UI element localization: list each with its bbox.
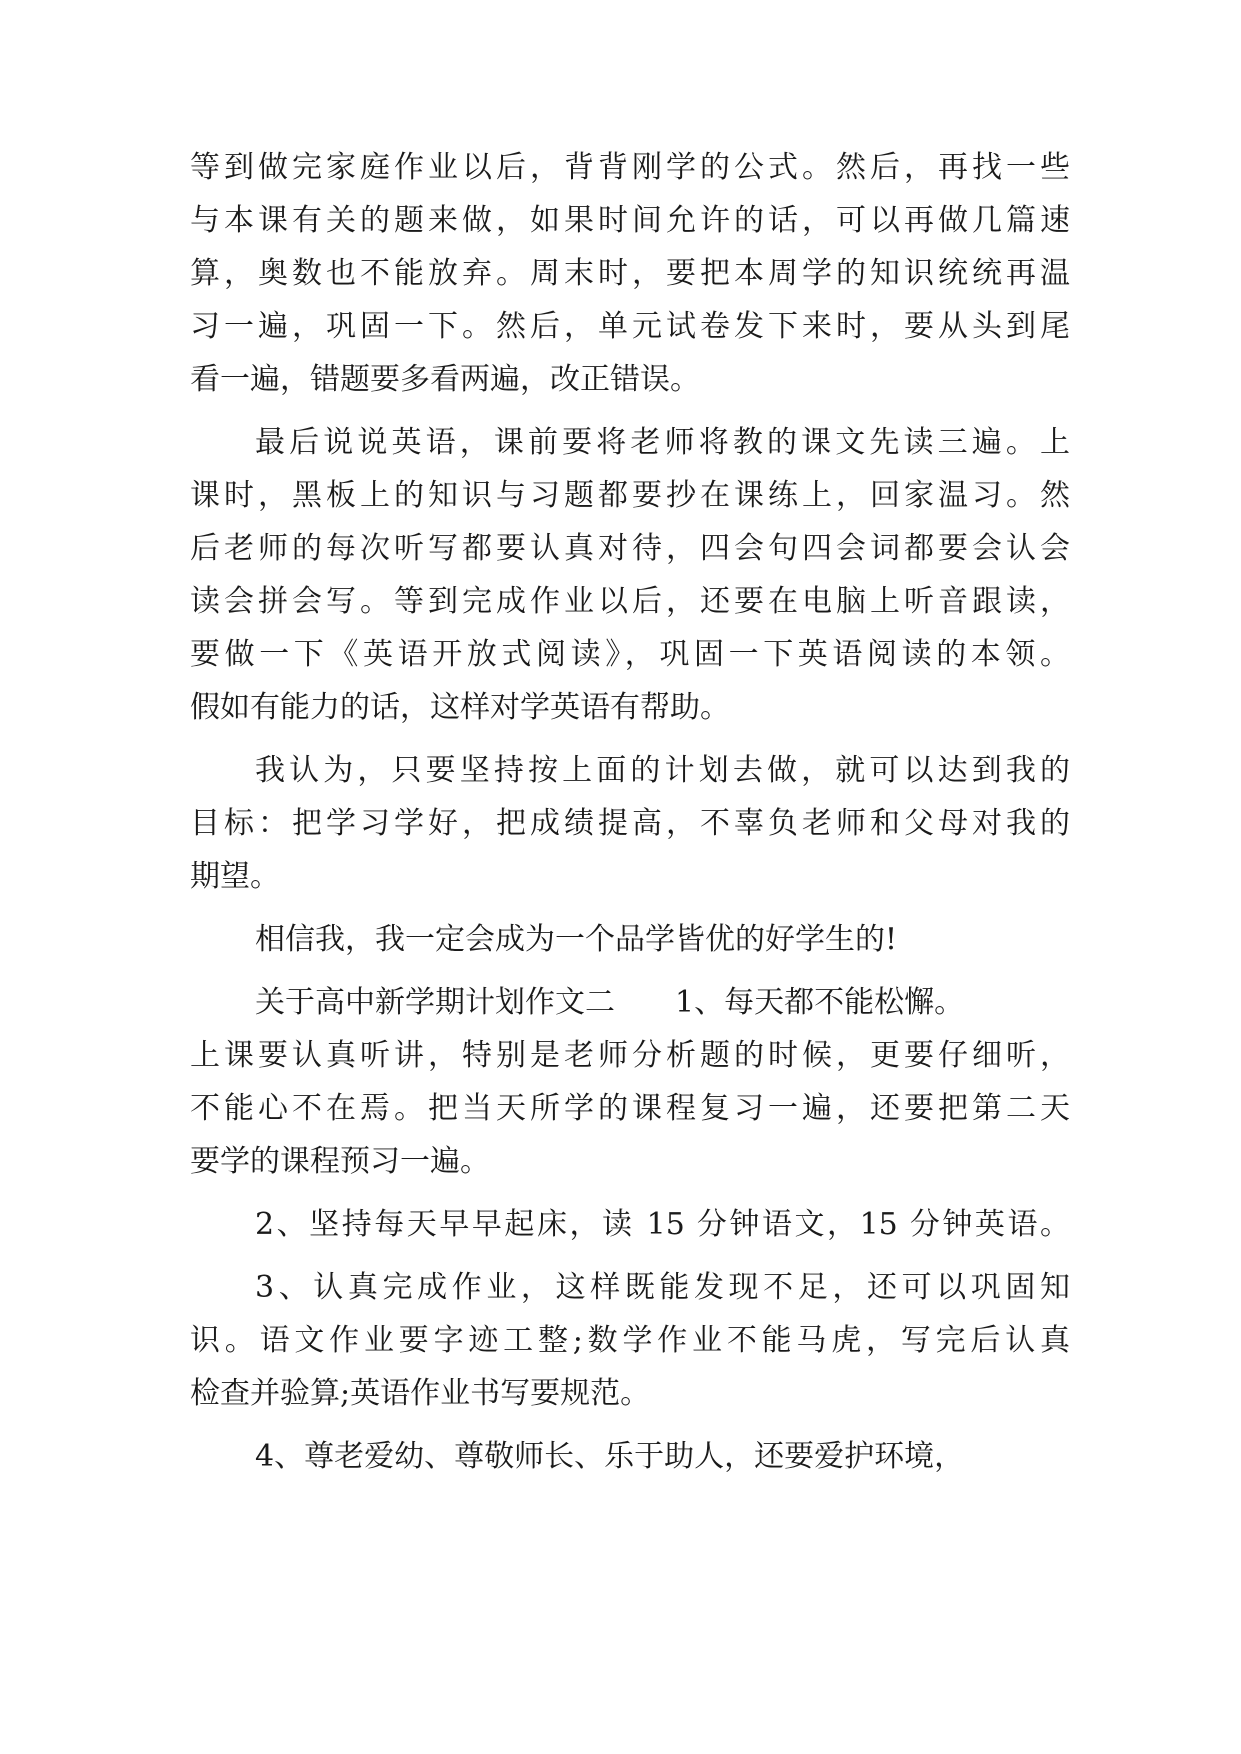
text-line-16: 关于高中新学期计划作文二 1、每天都不能松懈。: [255, 985, 965, 1020]
text-line-1: 等到做完家庭作业以后，背背刚学的公式。然后，再找一些: [190, 150, 1070, 185]
text-line-6: 最后说说英语，课前要将老师将教的课文先读三遍。上: [255, 425, 1070, 460]
text-line-7: 课时，黑板上的知识与习题都要抄在课练上，回家温习。然: [190, 478, 1070, 513]
text-line-19: 要学的课程预习一遍。: [190, 1144, 490, 1179]
text-line-23: 检查并验算;英语作业书写要规范。: [190, 1376, 651, 1411]
text-line-18: 不能心不在焉。把当天所学的课程复习一遍，还要把第二天: [190, 1091, 1070, 1126]
text-line-13: 目标：把学习学好，把成绩提高，不辜负老师和父母对我的: [190, 806, 1070, 841]
text-line-9: 读会拼会写。等到完成作业以后，还要在电脑上听音跟读，: [190, 584, 1070, 619]
text-line-2: 与本课有关的题来做，如果时间允许的话，可以再做几篇速: [190, 203, 1070, 238]
text-line-17: 上课要认真听讲，特别是老师分析题的时候，更要仔细听，: [190, 1038, 1070, 1073]
text-line-8: 后老师的每次听写都要认真对待，四会句四会词都要会认会: [190, 531, 1070, 566]
text-line-10: 要做一下《英语开放式阅读》，巩固一下英语阅读的本领。: [190, 637, 1070, 672]
text-line-3: 算，奥数也不能放弃。周末时，要把本周学的知识统统再温: [190, 256, 1070, 291]
text-line-4: 习一遍，巩固一下。然后，单元试卷发下来时，要从头到尾: [190, 309, 1070, 344]
text-line-22: 识。语文作业要字迹工整;数学作业不能马虎，写完后认真: [190, 1323, 1070, 1358]
text-line-5: 看一遍，错题要多看两遍，改正错误。: [190, 362, 700, 397]
text-line-12: 我认为，只要坚持按上面的计划去做，就可以达到我的: [255, 753, 1070, 788]
text-line-15: 相信我，我一定会成为一个品学皆优的好学生的!: [255, 922, 898, 957]
text-line-21: 3、认真完成作业，这样既能发现不足，还可以巩固知: [255, 1270, 1070, 1305]
text-line-11: 假如有能力的话，这样对学英语有帮助。: [190, 690, 730, 725]
text-line-24: 4、尊老爱幼、尊敬师长、乐于助人，还要爱护环境，: [255, 1439, 965, 1474]
text-line-20: 2、坚持每天早早起床，读 15 分钟语文，15 分钟英语。: [255, 1207, 1070, 1242]
text-line-14: 期望。: [190, 859, 280, 894]
